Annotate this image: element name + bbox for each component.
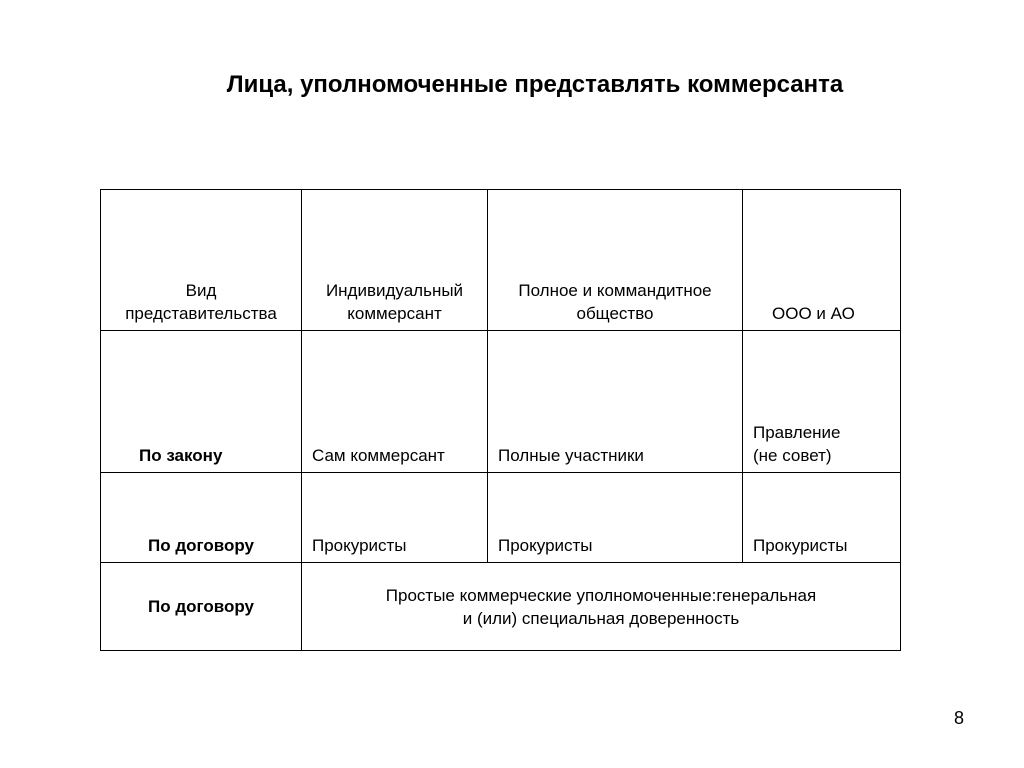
- header-cell-partnership: Полное и коммандитное общество: [488, 190, 743, 331]
- representation-table: [100, 189, 901, 651]
- row-label-by-law: По закону: [101, 331, 302, 473]
- table-row-by-contract: [101, 473, 901, 563]
- cell-contract-partnership: Прокуристы: [488, 473, 743, 563]
- header-cell-representation-type: Вид представительства: [101, 190, 302, 331]
- slide-title: Лица, уполномоченные представлять коммерсанта: [226, 71, 844, 98]
- cell-contract-llc-jsc: Прокуристы: [743, 473, 901, 563]
- header-cell-llc-jsc: ООО и АО: [743, 190, 901, 331]
- row-label-by-contract-2: По договору: [101, 563, 302, 651]
- cell-law-partnership: Полные участники: [488, 331, 743, 473]
- table-row-by-contract-2: [101, 563, 901, 651]
- page-number: 8: [953, 708, 964, 728]
- cell-merged-commercial-agents: Простые коммерческие уполномоченные:генеральная и (или) специальная доверенность: [302, 563, 901, 651]
- cell-law-individual: Сам коммерсант: [302, 331, 488, 473]
- header-cell-individual-merchant: Индивидуальный коммерсант: [302, 190, 488, 331]
- cell-law-llc-jsc: Правление (не совет): [743, 331, 901, 473]
- table-row-by-law: [101, 331, 901, 473]
- table-header-row: [101, 190, 901, 331]
- cell-contract-individual: Прокуристы: [302, 473, 488, 563]
- row-label-by-contract: По договору: [101, 473, 302, 563]
